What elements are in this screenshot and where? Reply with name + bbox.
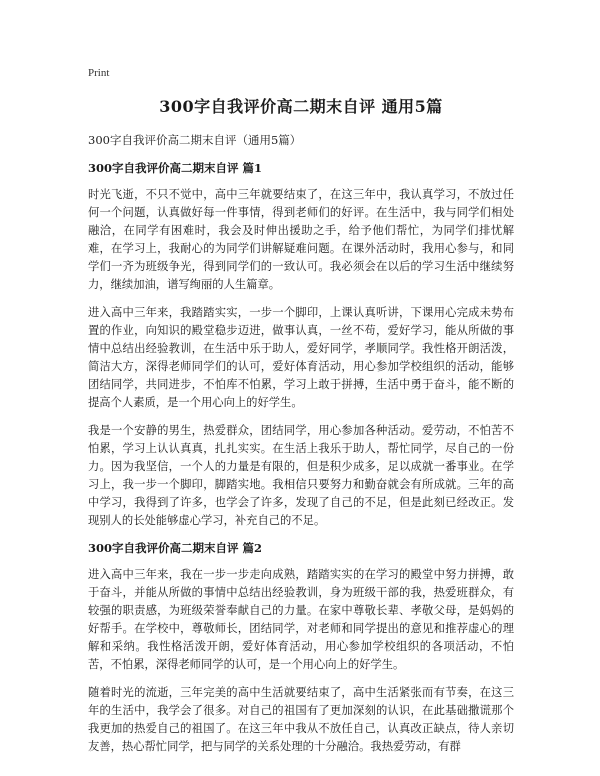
paragraph: 进入高中三年来，我踏踏实实，一步一个脚印，上课认真听讲，下课用心完成未势布置的作业，向知识的殿堂稳步迈进，做事认真，一丝不苟，爱好学习，能从所做的事情中总结出经验教训，在生活中乐于助人，爱好同学，孝顺同学。我性格开朗活泼，简洁大方，深得老师同学们的认可，爱好体育活动，用心参加学校组织的活动，能够团结同学，共同进步，不怕库不怕累，学习上敢于拼搏，生活中勇于奋斗，能不断的提高个人素质，是一个用心向上的好学生。 [88, 306, 514, 409]
paragraph: 我是一个安静的男生，热爱群众，团结同学，用心参加各种活动。爱劳动，不怕苦不怕累，学习上认认真真，扎扎实实。在生活上我乐于助人，帮忙同学，尽自己的一份力。因为我坚信，一个人的力量是有限的，但是积少成多，足以成就一番事业。在学习上，我一步一个脚印，脚踏实地。我相信只要努力和勤奋就会有所成就。三年的高中学习，我得到了许多，也学会了许多，发现了自己的不足，但是此刻已经改正。发现别人的长处能够虚心学习，补充自己的不足。 [88, 424, 514, 527]
paragraph: 进入高中三年来，我在一步一步走向成熟，踏踏实实的在学习的殿堂中努力拼搏，敢于奋斗，并能从所做的事情中总结出经验教训，身为班级干部的我，热爱班群众，有较强的职责感，为班级荣誉奉献自己的力量。在家中尊敬长辈、孝敬父母，是妈妈的好帮手。在学校中，尊敬师长，团结同学，对老师和同学提出的意见和推荐虚心的理解和采纳。我性格活泼开朗，爱好体育活动，用心参加学校组织的各项活动，不怕苦，不怕累，深得老师同学的认可，是一个用心向上的好学生。 [88, 568, 514, 671]
section-heading: 300字自我评价高二期末自评 篇2 [88, 541, 263, 555]
paragraph: 时光飞逝，不只不觉中，高中三年就要结束了，在这三年中，我认真学习，不放过任何一个问题，认真做好每一件事情，得到老师们的好评。在生活中，我与同学们相处融洽，在同学有困难时，我会及时伸出援助之手，给予他们帮忙，为同学们排忧解难，在学习上，我耐心的为同学们讲解疑难问题。在课外活动时，我用心参与，和同学们一齐为班级争光，得到同学们的一致认可。我必须会在以后的学习生活中继续努力，继续加油，谱写绚丽的人生篇章。 [88, 188, 514, 291]
section-heading: 300字自我评价高二期末自评 篇1 [88, 161, 263, 175]
section-1 [88, 160, 514, 530]
print-label[interactable]: Print [88, 67, 110, 79]
paragraph: 随着时光的流逝，三年完美的高中生活就要结束了，高中生活紧张而有节奏，在这三年的生活中，我学会了很多。对自己的祖国有了更加深刻的认识，在此基础撒谎那个我更加的热爱自己的祖国了。在这三年中我从不放任自己，认真改正缺点，待人亲切友善，热心帮忙同学，把与同学的关系处理的十分融洽。我热爱劳动，有群 [88, 686, 514, 753]
section-2 [88, 540, 514, 756]
document-subtitle: 300字自我评价高二期末自评（通用5篇） [88, 133, 302, 147]
document-page [88, 66, 514, 766]
document-title: 300字自我评价高二期末自评 通用5篇 [159, 97, 443, 116]
